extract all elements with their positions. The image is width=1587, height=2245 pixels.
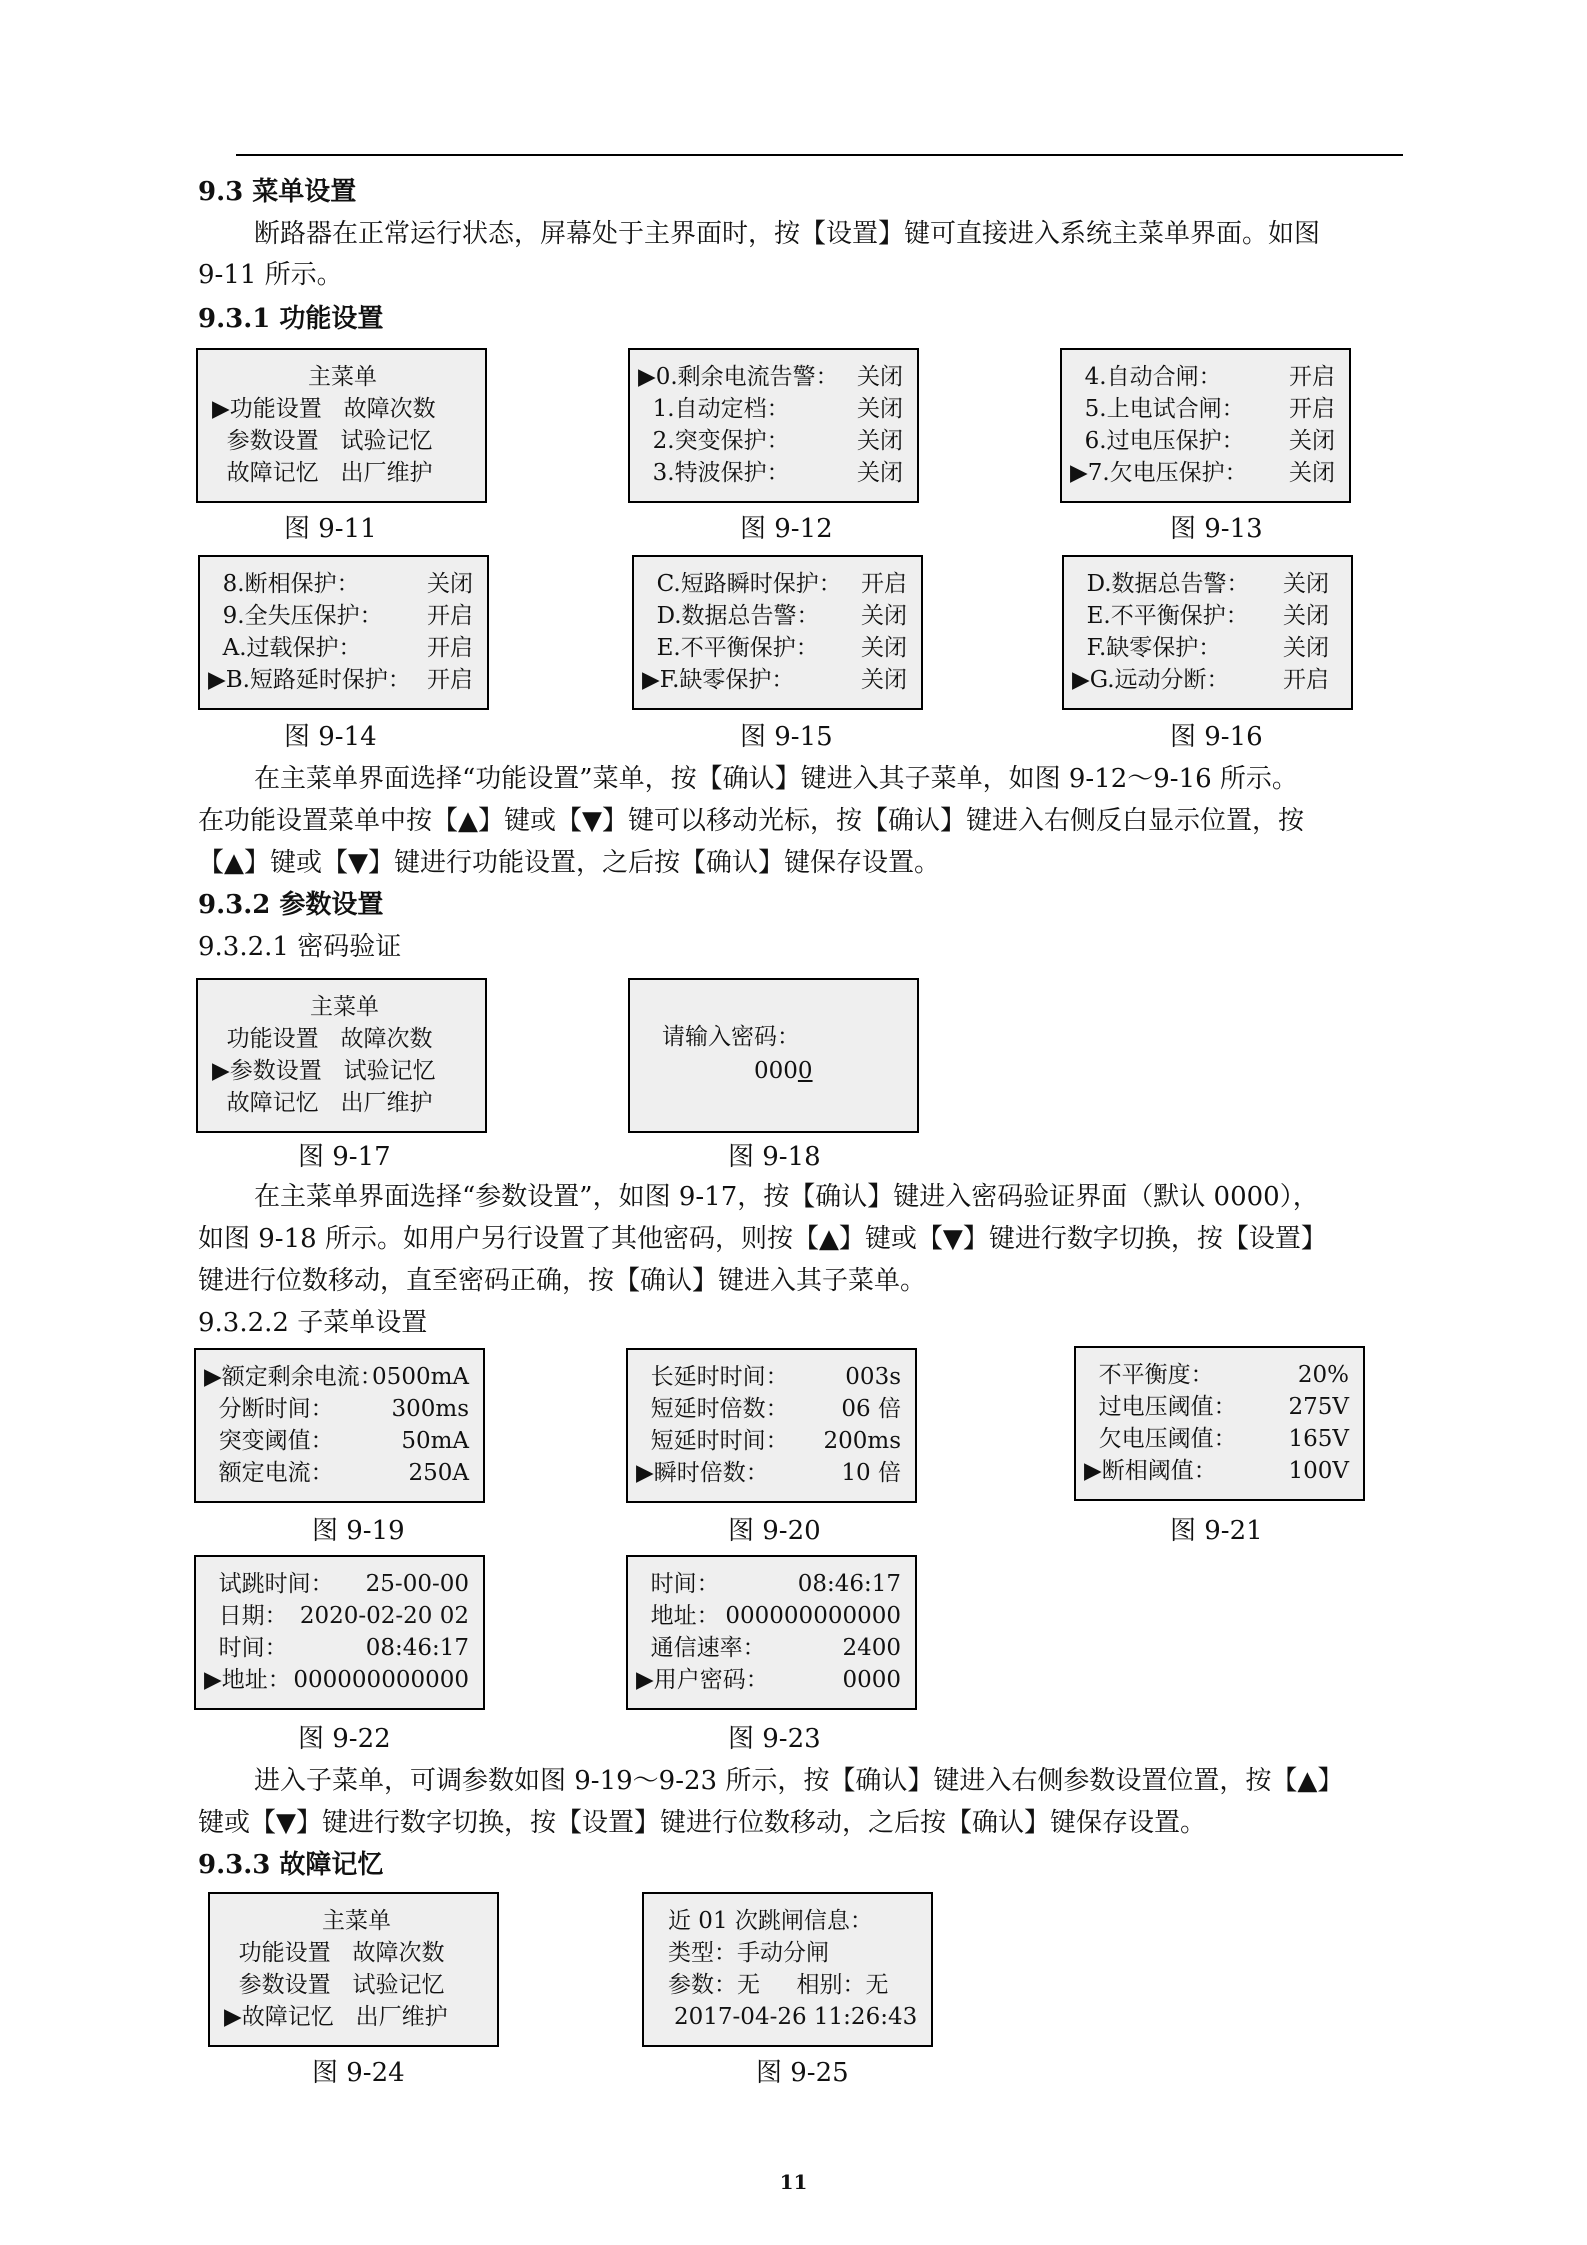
param-value: 200ms bbox=[823, 1428, 901, 1454]
setting-value: 开启 bbox=[1289, 396, 1335, 422]
param-label: ▶用户密码： bbox=[636, 1667, 769, 1693]
setting-label: ▶B.短路延时保护： bbox=[208, 667, 411, 693]
param-label: 日期： bbox=[204, 1603, 288, 1629]
setting-label: ▶0.剩余电流告警： bbox=[638, 364, 839, 390]
setting-value: 开启 bbox=[427, 603, 473, 629]
param-value: 2020-02-20 02 bbox=[299, 1603, 469, 1629]
param-label: 时间： bbox=[636, 1571, 720, 1597]
menu-row: ▶故障记忆 出厂维护 bbox=[224, 2004, 448, 2030]
param-value: 50mA bbox=[401, 1428, 469, 1454]
param-label: 欠电压阈值： bbox=[1084, 1426, 1237, 1452]
password-code bbox=[754, 1060, 813, 1083]
menu-title: 主菜单 bbox=[322, 1908, 391, 1934]
menu-row: ▶功能设置 故障次数 bbox=[212, 396, 436, 422]
param-label: 短延时时间： bbox=[636, 1428, 789, 1454]
setting-label: ▶G.远动分断： bbox=[1072, 667, 1230, 693]
figure-caption: 图 9-25 bbox=[756, 2058, 849, 2088]
menu-title: 主菜单 bbox=[308, 364, 377, 390]
param-label: 分断时间： bbox=[204, 1396, 334, 1422]
figure-caption: 图 9-11 bbox=[284, 514, 377, 544]
figure-caption: 图 9-14 bbox=[284, 722, 377, 752]
trip-type: 类型：手动分闸 bbox=[668, 1940, 829, 1966]
trip-timestamp: 2017-04-26 11:26:43 bbox=[674, 2004, 918, 2030]
heading-9-3: 9.3 菜单设置 bbox=[198, 177, 357, 207]
paragraph-2-line-1: 在主菜单界面选择“功能设置”菜单，按【确认】键进入其子菜单，如图 9-12～9-16 所示。 bbox=[254, 764, 1298, 794]
menu-row: 功能设置 故障次数 bbox=[224, 1940, 445, 1966]
figure-caption: 图 9-13 bbox=[1170, 514, 1263, 544]
paragraph-1-line-2: 9-11 所示。 bbox=[198, 260, 343, 290]
lcd-screen-fig-9-14 bbox=[198, 555, 489, 710]
figure-caption: 图 9-16 bbox=[1170, 722, 1263, 752]
setting-label: ▶F.缺零保护： bbox=[642, 667, 795, 693]
trip-params: 参数：无 相别：无 bbox=[668, 1972, 889, 1998]
setting-label: 2.突变保护： bbox=[638, 428, 790, 454]
figure-caption: 图 9-22 bbox=[298, 1724, 391, 1754]
setting-label: E.不平衡保护： bbox=[642, 635, 819, 661]
setting-label: 8.断相保护： bbox=[208, 571, 360, 597]
setting-label: 6.过电压保护： bbox=[1070, 428, 1245, 454]
trip-info-header: 近 01 次跳闸信息： bbox=[668, 1908, 873, 1934]
paragraph-1-line-1: 断路器在正常运行状态，屏幕处于主界面时，按【设置】键可直接进入系统主菜单界面。如图 bbox=[254, 219, 1321, 249]
setting-value: 关闭 bbox=[861, 635, 907, 661]
menu-row: 故障记忆 出厂维护 bbox=[212, 460, 433, 486]
param-value: 003s bbox=[845, 1364, 901, 1390]
paragraph-4-line-2: 键或【▼】键进行数字切换，按【设置】键进行位数移动，之后按【确认】键保存设置。 bbox=[198, 1808, 1206, 1838]
lcd-screen-fig-9-18 bbox=[628, 978, 919, 1133]
password-prompt: 请输入密码： bbox=[662, 1024, 800, 1050]
lcd-screen-fig-9-21 bbox=[1074, 1346, 1365, 1501]
param-value: 08:46:17 bbox=[365, 1635, 469, 1661]
setting-label: 9.全失压保护： bbox=[208, 603, 383, 629]
setting-label: 1.自动定档： bbox=[638, 396, 790, 422]
param-value: 10 倍 bbox=[841, 1460, 901, 1486]
password-digits: 000 bbox=[754, 1058, 798, 1084]
heading-9-3-3: 9.3.3 故障记忆 bbox=[198, 1850, 384, 1880]
setting-value: 开启 bbox=[861, 571, 907, 597]
param-value: 2400 bbox=[842, 1635, 901, 1661]
setting-value: 开启 bbox=[1283, 667, 1329, 693]
paragraph-2-line-2: 在功能设置菜单中按【▲】键或【▼】键可以移动光标，按【确认】键进入右侧反白显示位置，按 bbox=[198, 806, 1304, 836]
param-value: 250A bbox=[408, 1460, 469, 1486]
paragraph-4-line-1: 进入子菜单，可调参数如图 9-19～9-23 所示，按【确认】键进入右侧参数设置位置，按【▲】 bbox=[254, 1766, 1344, 1796]
param-label: 长延时时间： bbox=[636, 1364, 789, 1390]
lcd-screen-fig-9-20 bbox=[626, 1348, 917, 1503]
param-value: 20% bbox=[1297, 1362, 1349, 1388]
setting-label: E.不平衡保护： bbox=[1072, 603, 1249, 629]
param-value: 08:46:17 bbox=[797, 1571, 901, 1597]
setting-value: 关闭 bbox=[427, 571, 473, 597]
menu-row: 参数设置 试验记忆 bbox=[224, 1972, 445, 1998]
figure-caption: 图 9-21 bbox=[1170, 1516, 1263, 1546]
menu-row: ▶参数设置 试验记忆 bbox=[212, 1058, 436, 1084]
lcd-screen-fig-9-23 bbox=[626, 1555, 917, 1710]
param-label: ▶瞬时倍数： bbox=[636, 1460, 769, 1486]
param-value: 275V bbox=[1288, 1394, 1349, 1420]
heading-9-3-2-1: 9.3.2.1 密码验证 bbox=[198, 932, 402, 962]
paragraph-2-line-3: 【▲】键或【▼】键进行功能设置，之后按【确认】键保存设置。 bbox=[198, 848, 940, 878]
param-value: 0000 bbox=[842, 1667, 901, 1693]
figure-caption: 图 9-19 bbox=[312, 1516, 405, 1546]
param-label: 短延时倍数： bbox=[636, 1396, 789, 1422]
figure-caption: 图 9-20 bbox=[728, 1516, 821, 1546]
setting-value: 开启 bbox=[427, 667, 473, 693]
setting-label: C.短路瞬时保护： bbox=[642, 571, 842, 597]
param-value: 300ms bbox=[391, 1396, 469, 1422]
lcd-screen-fig-9-15 bbox=[632, 555, 923, 710]
param-label: 不平衡度： bbox=[1084, 1362, 1214, 1388]
param-label: 通信速率： bbox=[636, 1635, 766, 1661]
param-label: 试跳时间： bbox=[204, 1571, 334, 1597]
param-label: 地址： bbox=[636, 1603, 720, 1629]
setting-value: 关闭 bbox=[1283, 635, 1329, 661]
param-value: 000000000000 bbox=[725, 1603, 901, 1629]
page-number: 11 bbox=[779, 2170, 808, 2194]
figure-caption: 图 9-24 bbox=[312, 2058, 405, 2088]
lcd-screen-fig-9-12 bbox=[628, 348, 919, 503]
setting-value: 关闭 bbox=[857, 428, 903, 454]
setting-value: 关闭 bbox=[1289, 428, 1335, 454]
setting-label: 5.上电试合闸： bbox=[1070, 396, 1245, 422]
param-label: ▶断相阈值： bbox=[1084, 1458, 1217, 1484]
lcd-screen-fig-9-19 bbox=[194, 1348, 485, 1503]
setting-label: 3.特波保护： bbox=[638, 460, 790, 486]
param-label: 过电压阈值： bbox=[1084, 1394, 1237, 1420]
setting-value: 关闭 bbox=[1283, 571, 1329, 597]
setting-label: 4.自动合闸： bbox=[1070, 364, 1222, 390]
lcd-screen-fig-9-16 bbox=[1062, 555, 1353, 710]
password-cursor-digit: 0 bbox=[797, 1058, 813, 1084]
lcd-screen-fig-9-11 bbox=[196, 348, 487, 503]
param-value: 000000000000 bbox=[293, 1667, 469, 1693]
setting-value: 开启 bbox=[427, 635, 473, 661]
lcd-screen-fig-9-13 bbox=[1060, 348, 1351, 503]
setting-label: D.数据总告警： bbox=[1072, 571, 1250, 597]
menu-title: 主菜单 bbox=[310, 994, 379, 1020]
lcd-screen-fig-9-24 bbox=[208, 1892, 499, 2047]
setting-value: 关闭 bbox=[861, 667, 907, 693]
heading-9-3-1: 9.3.1 功能设置 bbox=[198, 304, 384, 334]
heading-9-3-2-2: 9.3.2.2 子菜单设置 bbox=[198, 1308, 428, 1338]
figure-caption: 图 9-18 bbox=[728, 1142, 821, 1172]
param-label: ▶额定剩余电流： bbox=[204, 1364, 383, 1390]
figure-caption: 图 9-17 bbox=[298, 1142, 391, 1172]
setting-label: D.数据总告警： bbox=[642, 603, 820, 629]
paragraph-3-line-1: 在主菜单界面选择“参数设置”，如图 9-17，按【确认】键进入密码验证界面（默认 0000）， bbox=[254, 1182, 1319, 1212]
setting-value: 关闭 bbox=[1283, 603, 1329, 629]
setting-label: F.缺零保护： bbox=[1072, 635, 1222, 661]
param-value: 100V bbox=[1288, 1458, 1349, 1484]
lcd-screen-fig-9-22 bbox=[194, 1555, 485, 1710]
setting-value: 关闭 bbox=[857, 396, 903, 422]
figure-caption: 图 9-15 bbox=[740, 722, 833, 752]
param-label: ▶地址： bbox=[204, 1667, 291, 1693]
param-value: 25-00-00 bbox=[365, 1571, 469, 1597]
param-label: 突变阈值： bbox=[204, 1428, 334, 1454]
setting-value: 关闭 bbox=[857, 364, 903, 390]
setting-value: 关闭 bbox=[861, 603, 907, 629]
param-label: 时间： bbox=[204, 1635, 288, 1661]
menu-row: 功能设置 故障次数 bbox=[212, 1026, 433, 1052]
setting-value: 开启 bbox=[1289, 364, 1335, 390]
heading-9-3-2: 9.3.2 参数设置 bbox=[198, 890, 384, 920]
param-value: 06 倍 bbox=[841, 1396, 901, 1422]
lcd-screen-fig-9-25 bbox=[642, 1892, 933, 2047]
lcd-screen-fig-9-17 bbox=[196, 978, 487, 1133]
setting-label: ▶7.欠电压保护： bbox=[1070, 460, 1248, 486]
paragraph-3-line-2: 如图 9-18 所示。如用户另行设置了其他密码，则按【▲】键或【▼】键进行数字切换，按【设置】 bbox=[198, 1224, 1327, 1254]
header-rule bbox=[236, 154, 1403, 156]
setting-value: 关闭 bbox=[857, 460, 903, 486]
param-value: 0500mA bbox=[372, 1364, 469, 1390]
setting-label: A.过载保护： bbox=[208, 635, 362, 661]
figure-caption: 图 9-23 bbox=[728, 1724, 821, 1754]
param-label: 额定电流： bbox=[204, 1460, 334, 1486]
figure-caption: 图 9-12 bbox=[740, 514, 833, 544]
menu-row: 参数设置 试验记忆 bbox=[212, 428, 433, 454]
param-value: 165V bbox=[1288, 1426, 1349, 1452]
paragraph-3-line-3: 键进行位数移动，直至密码正确，按【确认】键进入其子菜单。 bbox=[198, 1266, 927, 1296]
menu-row: 故障记忆 出厂维护 bbox=[212, 1090, 433, 1116]
setting-value: 关闭 bbox=[1289, 460, 1335, 486]
